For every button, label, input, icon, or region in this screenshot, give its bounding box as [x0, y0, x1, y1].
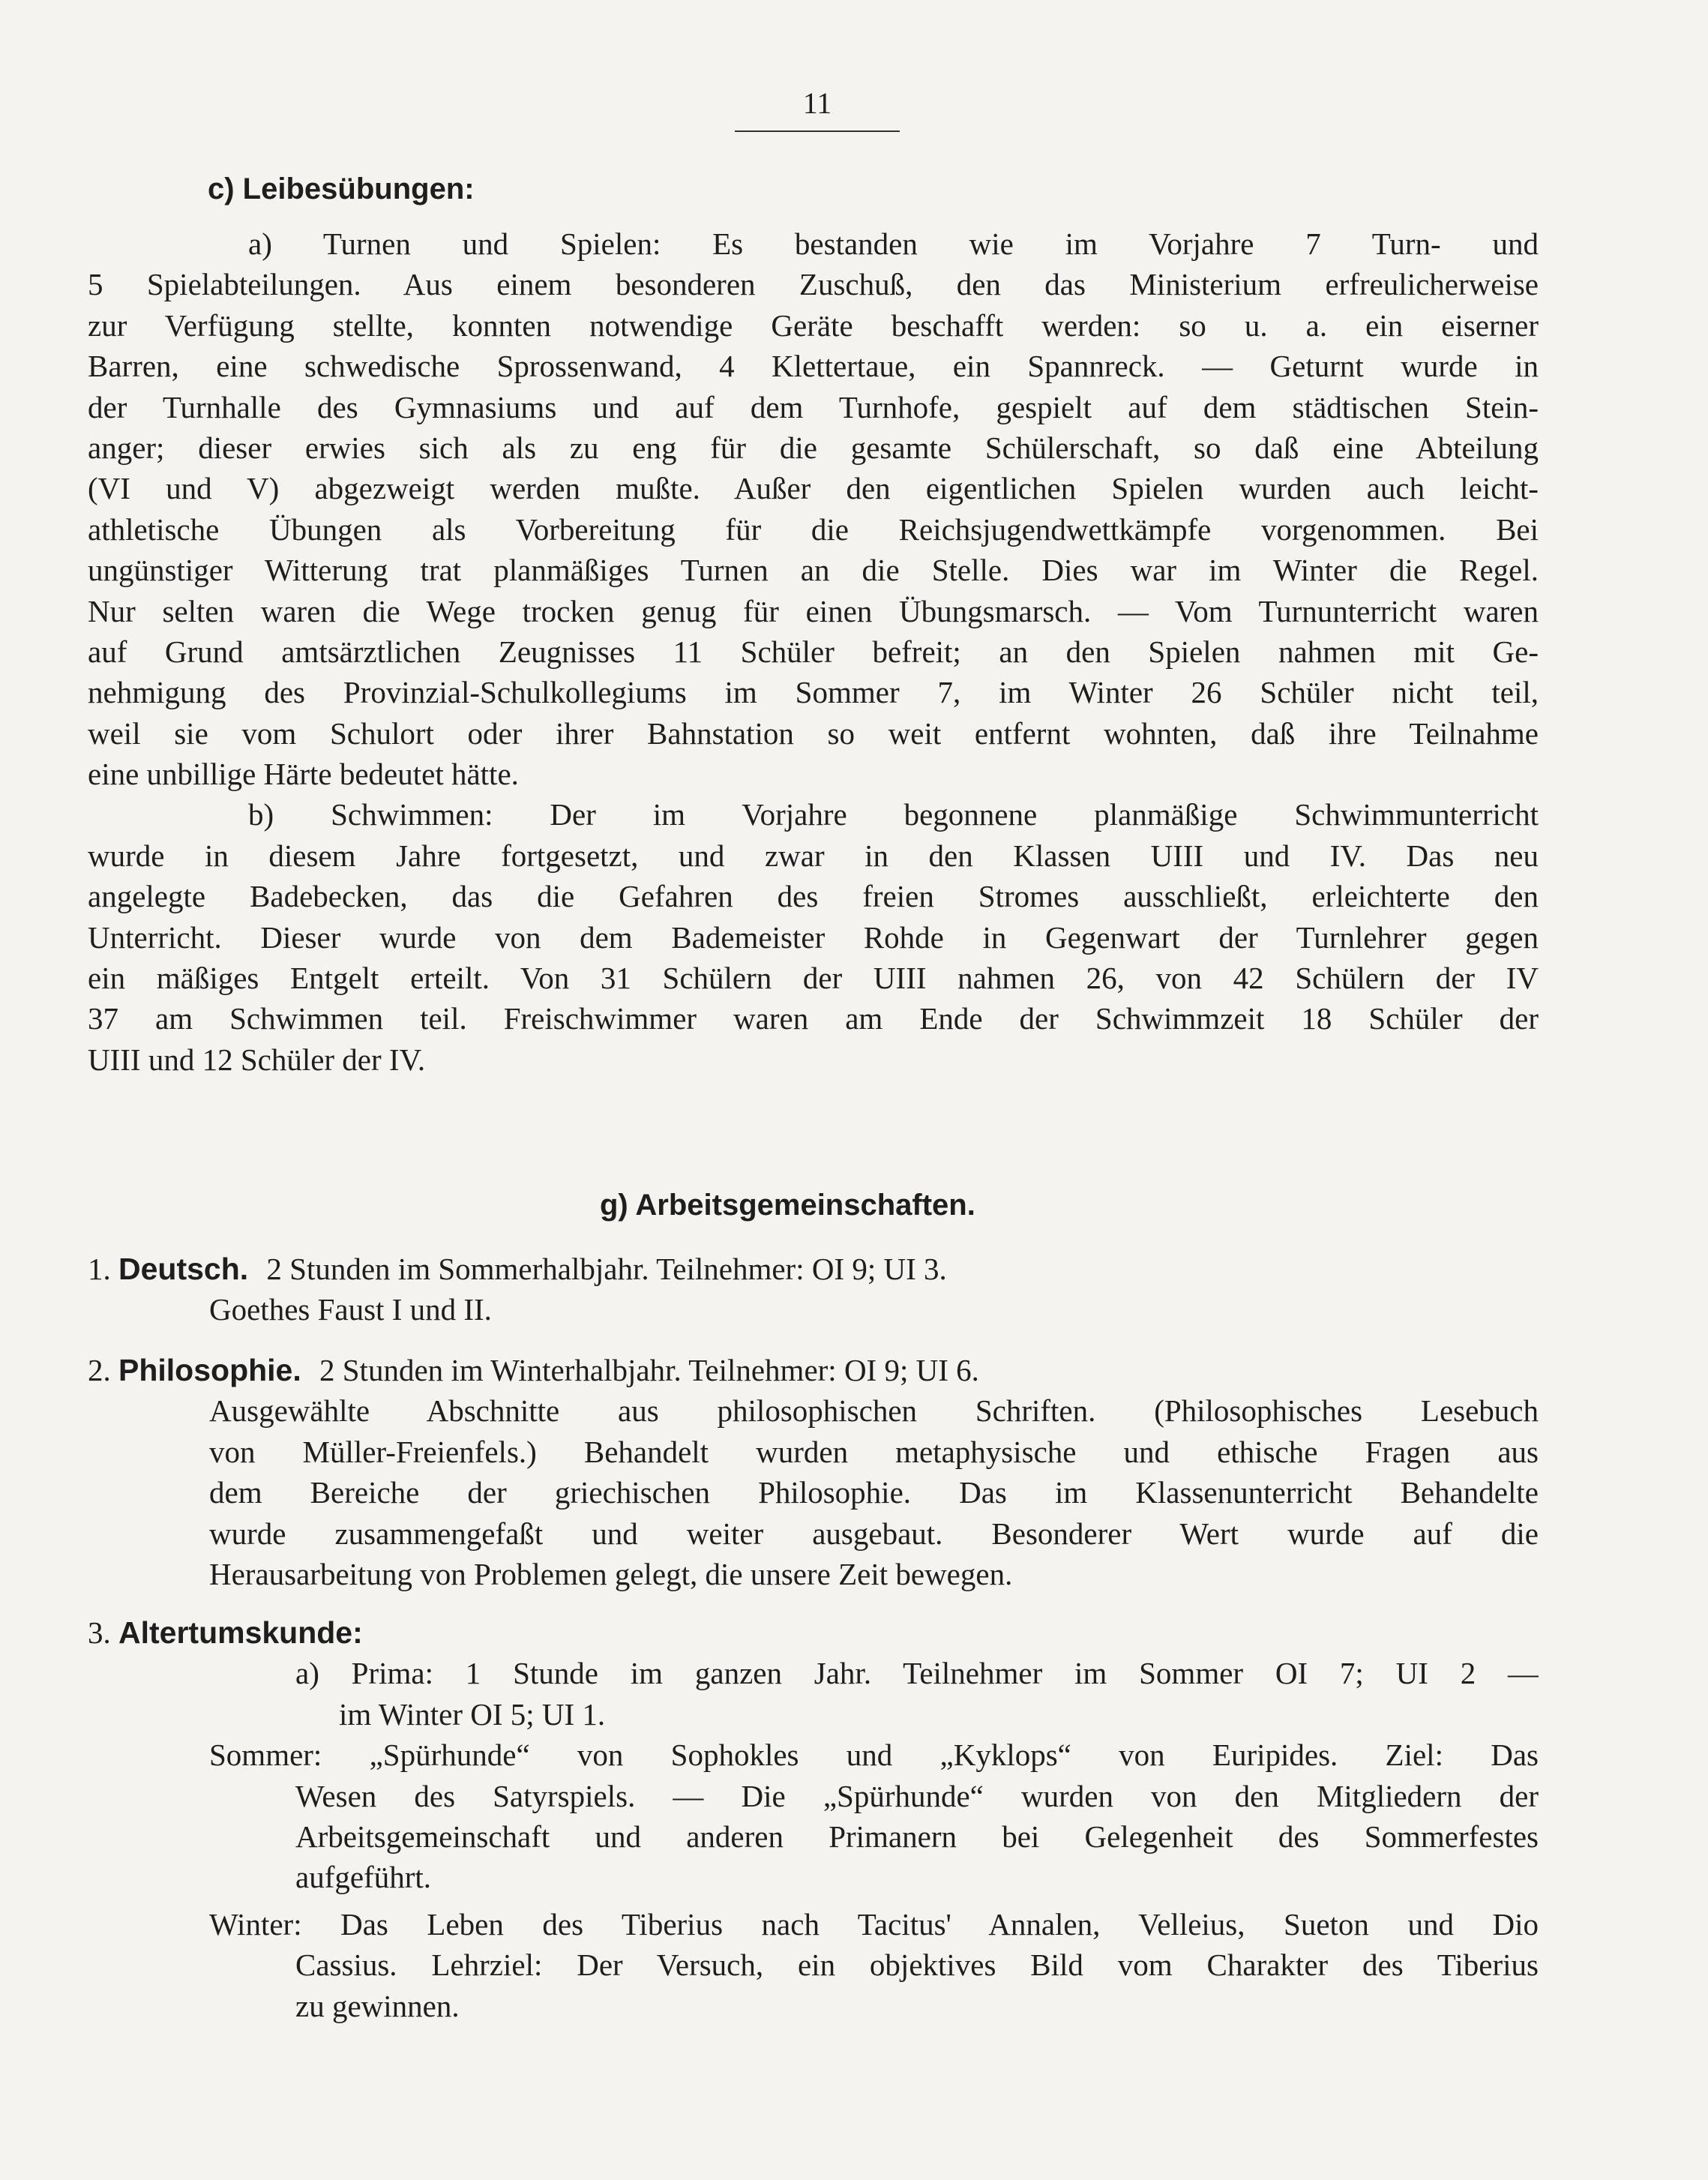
- text-line: von Müller-Freienfels.) Behandelt wurden metaphysische und ethische Fragen aus: [209, 1434, 1539, 1469]
- text-line: ungünstiger Witterung trat planmäßiges Turnen an die Stelle. Dies war im Winter die Regel.: [88, 553, 1539, 588]
- text-line: [88, 1694, 1539, 1735]
- text-line-content: im Winter OI 5; UI 1.: [339, 1696, 606, 1732]
- text-line: 5 Spielabteilungen. Aus einem besonderen Zuschuß, den das Ministerium erfreulicherweise: [88, 267, 1539, 302]
- item-text: 2 Stunden im Sommerhalbjahr. Teilnehmer: OI 9; UI 3.: [266, 1252, 947, 1286]
- section-g-heading: g) Arbeitsgemeinschaften.: [600, 1189, 975, 1222]
- text-line: a) Prima: 1 Stunde im ganzen Jahr. Teilnehmer im Sommer OI 7; UI 2 —: [295, 1656, 1539, 1691]
- text-line: a) Turnen und Spielen: Es bestanden wie im Vorjahre 7 Turn- und: [248, 226, 1539, 261]
- text-line: Sommer: „Spürhunde“ von Sophokles und „Kyklops“ von Euripides. Ziel: Das: [209, 1738, 1539, 1773]
- text-line: Goethes Faust I und II.: [209, 1292, 492, 1327]
- item-title: Deutsch.: [118, 1252, 249, 1286]
- text-line: weil sie vom Schulort oder ihrer Bahnstation so weit entfernt wohnten, daß ihre Teilnahme: [88, 715, 1539, 751]
- text-line: Wesen des Satyrspiels. — Die „Spürhunde“ wurden von den Mitgliedern der: [295, 1778, 1539, 1813]
- text-line: b) Schwimmen: Der im Vorjahre begonnene planmäßige Schwimmunterricht: [248, 797, 1539, 832]
- text-line: eine unbillige Härte bedeutet hätte.: [88, 757, 519, 792]
- text-line: Winter: Das Leben des Tiberius nach Tacitus' Annalen, Velleius, Sueton und Dio: [209, 1906, 1539, 1942]
- text-line: UIII und 12 Schüler der IV.: [88, 1042, 426, 1077]
- text-line: anger; dieser erwies sich als zu eng für die gesamte Schülerschaft, so daß eine Abteilung: [88, 430, 1539, 465]
- text-line: ein mäßiges Entgelt erteilt. Von 31 Schülern der UIII nahmen 26, von 42 Schülern der IV: [88, 961, 1539, 996]
- text-line: auf Grund amtsärztlichen Zeugnisses 11 Schüler befreit; an den Spielen nahmen mit Ge-: [88, 634, 1539, 669]
- item-philosophie: [88, 1350, 1539, 1594]
- item-deutsch: [88, 1249, 1539, 1330]
- text-line: Barren, eine schwedische Sprossenwand, 4 Klettertaue, ein Spannreck. — Geturnt wurde in: [88, 349, 1539, 384]
- text-line: zur Verfügung stellte, konnten notwendige Geräte beschafft werden: so u. a. ein eiserner: [88, 307, 1539, 343]
- text-line: wurde zusammengefaßt und weiter ausgebaut. Besonderer Wert wurde auf die: [209, 1516, 1539, 1551]
- text-line: Nur selten waren die Wege trocken genug für einen Übungsmarsch. — Vom Turnunterricht waren: [88, 593, 1539, 628]
- text-line: Cassius. Lehrziel: Der Versuch, ein objektives Bild vom Charakter des Tiberius: [295, 1948, 1539, 1983]
- item-number: 1.: [88, 1252, 111, 1286]
- text-line: Ausgewählte Abschnitte aus philosophischen Schriften. (Philosophisches Lesebuch: [209, 1393, 1539, 1429]
- text-line: aufgeführt.: [295, 1860, 431, 1895]
- section-c-heading: c) Leibesübungen:: [208, 172, 475, 205]
- page-number-rule: [735, 130, 900, 132]
- text-line: Unterricht. Dieser wurde von dem Bademeister Rohde in Gegenwart der Turnlehrer gegen: [88, 919, 1539, 955]
- text-line: der Turnhalle des Gymnasiums und auf dem Turnhofe, gespielt auf dem städtischen Stein-: [88, 389, 1539, 424]
- item-title: Altertumskunde:: [118, 1615, 363, 1650]
- text-line: dem Bereiche der griechischen Philosophie. Das im Klassenunterricht Behandelte: [209, 1475, 1539, 1510]
- text-line: nehmigung des Provinzial-Schulkollegiums im Sommer 7, im Winter 26 Schüler nicht teil,: [88, 675, 1539, 710]
- text-line: wurde in diesem Jahre fortgesetzt, und zwar in den Klassen UIII und IV. Das neu: [88, 838, 1539, 873]
- item-number: 3.: [88, 1615, 111, 1650]
- item-text: 2 Stunden im Winterhalbjahr. Teilnehmer: OI 9; UI 6.: [319, 1353, 979, 1387]
- text-line: zu gewinnen.: [295, 1988, 460, 2023]
- text-line: (VI und V) abgezweigt werden mußte. Außer den eigentlichen Spielen wurden auch leicht-: [88, 471, 1539, 506]
- text-line: Herausarbeitung von Problemen gelegt, die unsere Zeit bewegen.: [209, 1556, 1013, 1591]
- section-c-body: [88, 223, 1539, 1080]
- item-title: Philosophie.: [118, 1353, 301, 1387]
- item-altertumskunde: [88, 1612, 1539, 2026]
- text-line: 37 am Schwimmen teil. Freischwimmer waren am Ende der Schwimmzeit 18 Schüler der: [88, 1001, 1539, 1036]
- text-line: angelegte Badebecken, das die Gefahren des freien Stromes ausschließt, erleichterte den: [88, 879, 1539, 914]
- item-number: 2.: [88, 1353, 111, 1387]
- page-number: 11: [802, 86, 832, 120]
- text-line: athletische Übungen als Vorbereitung für die Reichsjugendwettkämpfe vorgenommen. Bei: [88, 511, 1539, 547]
- text-line: Arbeitsgemeinschaft und anderen Primanern bei Gelegenheit des Sommerfestes: [295, 1819, 1539, 1854]
